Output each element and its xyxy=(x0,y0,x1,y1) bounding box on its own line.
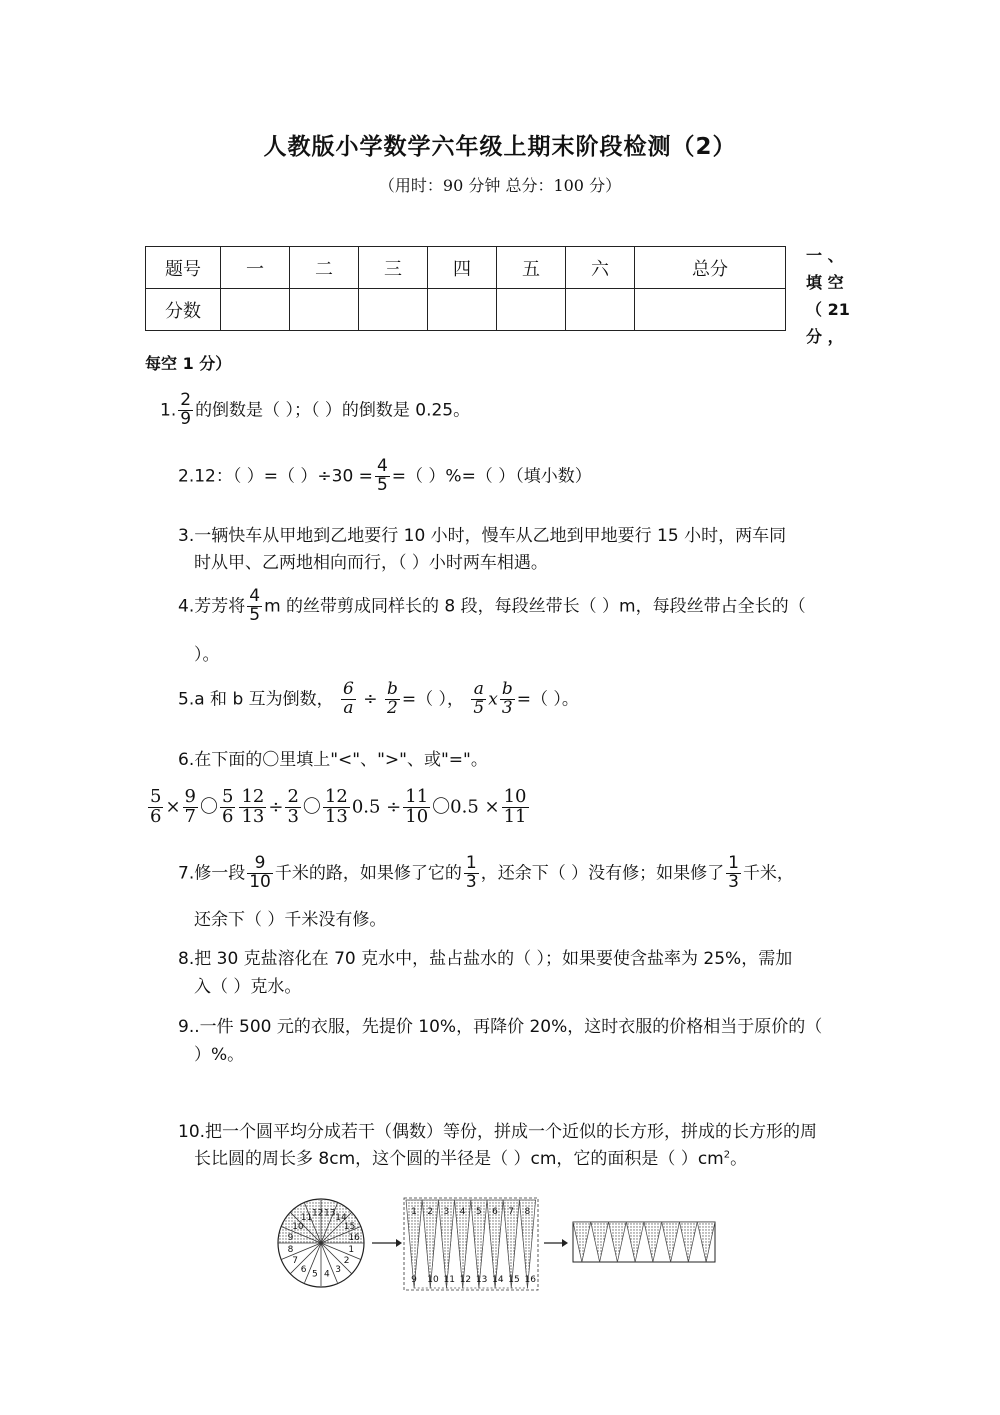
question-9-line-2: ）%。 xyxy=(194,1045,245,1065)
circle-label: 5 xyxy=(311,1269,318,1280)
fraction: $\frac{9}{10}$ xyxy=(249,853,271,892)
arrow-icon xyxy=(372,1239,402,1247)
circle-label: 11 xyxy=(300,1213,313,1224)
question-3-line-2: 时从甲、乙两地相向而行，（ ）小时两车相遇。 xyxy=(194,553,548,573)
question-4-line-2: ）。 xyxy=(194,645,220,665)
table-row xyxy=(146,289,786,331)
sector-label: 6 xyxy=(492,1207,498,1217)
score-input-cell[interactable] xyxy=(635,289,786,331)
question-10-line-1: 10.把一个圆平均分成若干（偶数）等份，拼成一个近似的长方形，拼成的长方形的周 xyxy=(178,1122,818,1142)
sector-piece xyxy=(644,1222,662,1262)
question-7-line-2: 还余下（ ）千米没有修。 xyxy=(194,910,387,930)
question-3-line-1: 3.一辆快车从甲地到乙地要行 10 小时，慢车从乙地到甲地要行 15 小时，两车同 xyxy=(178,526,787,546)
fraction: $\frac{4}{5}$ xyxy=(376,456,388,495)
score-input-cell[interactable] xyxy=(566,289,635,331)
fraction: $\frac{1}{3}$ xyxy=(465,853,477,892)
sector-piece xyxy=(609,1222,627,1262)
circle-label: 9 xyxy=(287,1232,294,1243)
circle-label: 4 xyxy=(324,1269,330,1280)
fraction: $\frac{4}{5}$ xyxy=(249,586,261,625)
table-row xyxy=(146,247,786,289)
question-9-line-1: 9..一件 500 元的衣服，先提价 10%，再降价 20%，这时衣服的价格相当于原价的（ xyxy=(178,1017,823,1037)
sector-piece xyxy=(626,1222,644,1262)
sector-label: 12 xyxy=(459,1275,472,1285)
circle-label: 10 xyxy=(292,1221,304,1232)
sector-piece xyxy=(591,1222,609,1262)
table-cell: 五 xyxy=(497,247,566,289)
section-heading-side-3: （ 21 xyxy=(806,300,850,319)
table-cell: 三 xyxy=(359,247,428,289)
section-heading-side-1: 一 、 xyxy=(806,246,844,265)
circle-label: 7 xyxy=(292,1256,298,1267)
sector-label: 9 xyxy=(411,1275,417,1285)
score-input-cell[interactable] xyxy=(497,289,566,331)
question-1: 1. $\frac{2}{9}$ 的倒数是（ ）；（ ）的倒数是 0.25。 xyxy=(160,390,471,429)
table-cell: 六 xyxy=(566,247,635,289)
compare-circle[interactable]: 〇 xyxy=(302,796,321,818)
sector-label: 11 xyxy=(443,1275,455,1285)
circle-label: 13 xyxy=(324,1208,336,1219)
fraction: $\frac{10}{11}$ xyxy=(503,786,527,827)
sector-label: 5 xyxy=(475,1207,482,1217)
circle-label: 6 xyxy=(300,1264,307,1275)
table-cell: 二 xyxy=(290,247,359,289)
question-6-expressions: $\frac{5}{6}$ × $\frac{9}{7}$ 〇 $\frac{5}{6}$ $\frac{12}{13}$ ÷ $\frac{2}{3}$ 〇 $\frac{12}{13}$ 0.5 ÷ $\frac{11}{10}$ 〇0.5 × $\frac{10}{11}$ xyxy=(150,786,527,827)
table-cell: 四 xyxy=(428,247,497,289)
sector-label: 10 xyxy=(427,1275,439,1285)
sector-label: 14 xyxy=(492,1275,504,1285)
score-input-cell[interactable] xyxy=(359,289,428,331)
circle-label: 12 xyxy=(311,1208,324,1219)
sector-piece xyxy=(680,1222,698,1262)
rearranged-pieces xyxy=(404,1198,538,1290)
compare-circle[interactable]: 〇 xyxy=(200,796,218,818)
table-cell: 分数 xyxy=(146,289,221,331)
fraction: $\frac{1}{3}$ xyxy=(728,853,739,892)
circle-rearrangement-figure xyxy=(270,1190,730,1300)
fraction: $\frac{5}{6}$ xyxy=(222,786,234,827)
score-input-cell[interactable] xyxy=(428,289,497,331)
sector-piece xyxy=(573,1222,591,1262)
sector-label: 4 xyxy=(459,1207,466,1217)
fraction: $\frac{2}{9}$ xyxy=(180,390,192,429)
fraction: $\frac{11}{10}$ xyxy=(405,786,429,827)
sector-label: 1 xyxy=(411,1207,417,1217)
section-heading-side-4: 分 ， xyxy=(806,327,844,346)
arrow-icon xyxy=(544,1239,568,1247)
sector-label: 3 xyxy=(443,1207,450,1217)
question-10-line-2: 长比圆的周长多 8cm，这个圆的半径是（ ）cm，它的面积是（ ）$cm^2$。 xyxy=(194,1149,748,1169)
circle-label: 15 xyxy=(343,1221,356,1232)
table-cell: 一 xyxy=(221,247,290,289)
fraction: $\frac{6}{a}$ xyxy=(343,679,354,718)
sector-label: 8 xyxy=(524,1207,531,1217)
sector-piece xyxy=(662,1222,680,1262)
section-heading-side-2: 填 空 xyxy=(806,273,844,292)
sector-piece xyxy=(697,1222,715,1262)
sector-label: 16 xyxy=(524,1275,536,1285)
question-5: 5.a 和 b 互为倒数， $\frac{6}{a}$ ÷ $\frac{b}{2}$ =（ ）， $\frac{a}{5}$ x $\frac{b}{3}$ =（ ）。 xyxy=(178,679,579,718)
fraction: $\frac{b}{2}$ xyxy=(386,679,398,718)
fraction: $\frac{12}{13}$ xyxy=(324,786,348,827)
question-6: 6.在下面的〇里填上"<"、">"、或"="。 xyxy=(178,750,488,770)
score-input-cell[interactable] xyxy=(290,289,359,331)
circle-label: 16 xyxy=(348,1232,360,1243)
circle-label: 1 xyxy=(348,1245,355,1256)
table-cell: 总分 xyxy=(635,247,786,289)
circle-label: 14 xyxy=(335,1213,347,1224)
approximate-rectangle xyxy=(573,1222,715,1262)
fraction: $\frac{5}{6}$ xyxy=(150,786,162,827)
circle-label: 3 xyxy=(335,1264,341,1275)
section-heading-rest: 每空 1 分） xyxy=(145,354,232,373)
page-title: 人教版小学数学六年级上期末阶段检测（2） xyxy=(263,134,737,160)
question-2: 2.12：（ ）=（ ）÷30 = $\frac{4}{5}$ =（ ）%=（ ）（填小数） xyxy=(178,456,592,495)
fraction: $\frac{12}{13}$ xyxy=(241,786,265,827)
question-8-line-2: 入（ ）克水。 xyxy=(194,977,302,997)
page-subtitle: （用时：90 分钟 总分：100 分） xyxy=(378,176,622,195)
fraction: $\frac{2}{3}$ xyxy=(287,786,299,827)
sector-label: 13 xyxy=(475,1275,488,1285)
table-cell: 题号 xyxy=(146,247,221,289)
fraction: $\frac{b}{3}$ xyxy=(501,679,513,718)
score-input-cell[interactable] xyxy=(221,289,290,331)
fraction: $\frac{9}{7}$ xyxy=(184,786,196,827)
sector-label: 2 xyxy=(427,1207,434,1217)
divided-circle xyxy=(278,1199,364,1287)
question-8-line-1: 8.把 30 克盐溶化在 70 克水中，盐占盐水的（ ）；如果要使含盐率为 25%，需加 xyxy=(178,949,793,969)
question-7: 7.修一段 $\frac{9}{10}$ 千米的路，如果修了它的 $\frac{1}{3}$ ，还余下（ ）没有修；如果修了 $\frac{1}{3}$ 千米， xyxy=(178,853,794,892)
circle-label: 2 xyxy=(343,1256,350,1267)
fraction: $\frac{a}{5}$ xyxy=(473,679,485,718)
score-table xyxy=(145,246,786,331)
sector-label: 7 xyxy=(508,1207,515,1217)
question-4: 4.芳芳将 $\frac{4}{5}$ m 的丝带剪成同样长的 8 段，每段丝带长（ ）m，每段丝带占全长的（ xyxy=(178,586,806,625)
circle-label: 8 xyxy=(287,1245,294,1256)
sector-label: 15 xyxy=(508,1275,520,1285)
